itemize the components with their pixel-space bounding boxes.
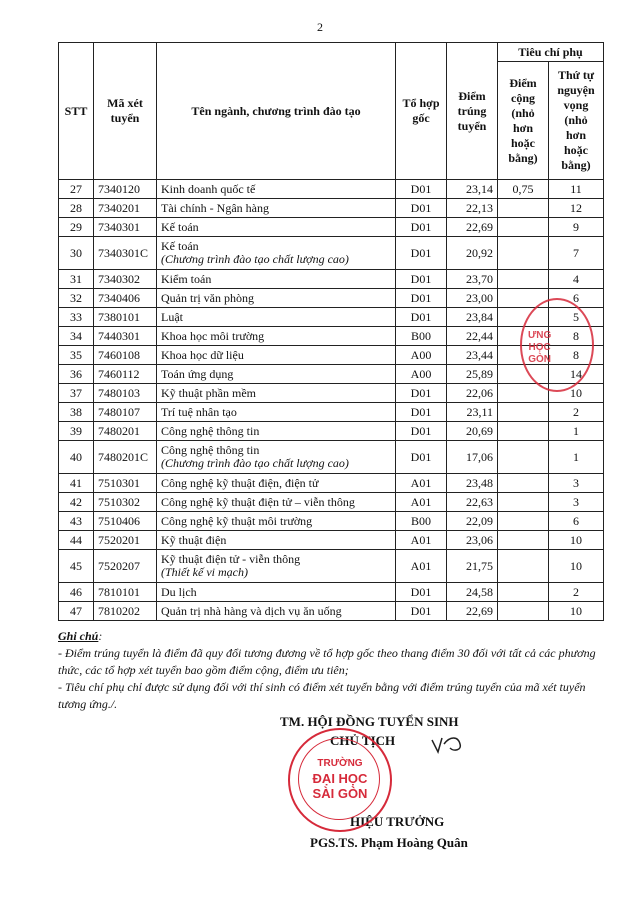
header-thu-tu-nguyen-vong: Thứ tự nguyện vọng (nhỏ hơn hoặc bằng) <box>549 62 604 180</box>
row-ten-nganh <box>157 550 396 583</box>
row-ten-nganh <box>157 531 396 550</box>
row-stt: 28 <box>59 199 94 218</box>
row-thu-tu: 4 <box>549 270 604 289</box>
row-diem: 23,70 <box>447 270 498 289</box>
row-ma-xet-tuyen: 7810101 <box>94 583 157 602</box>
table-row <box>59 493 604 512</box>
program-name: Công nghệ kỹ thuật môi trường <box>161 513 313 528</box>
row-to-hop: D01 <box>396 180 447 199</box>
row-ma-xet-tuyen: 7510406 <box>94 512 157 531</box>
row-thu-tu: 11 <box>549 180 604 199</box>
row-ten-nganh <box>157 441 396 474</box>
row-diem-cong <box>498 218 549 237</box>
program-name: Kế toán <box>161 219 199 234</box>
row-to-hop: D01 <box>396 199 447 218</box>
row-thu-tu: 6 <box>549 289 604 308</box>
program-name: Kế toán <box>161 239 199 253</box>
row-ma-xet-tuyen: 7510302 <box>94 493 157 512</box>
row-ma-xet-tuyen: 7480201C <box>94 441 157 474</box>
row-thu-tu: 1 <box>549 422 604 441</box>
row-to-hop: B00 <box>396 512 447 531</box>
row-stt: 44 <box>59 531 94 550</box>
row-ten-nganh <box>157 327 396 346</box>
row-diem-cong <box>498 474 549 493</box>
row-ten-nganh <box>157 474 396 493</box>
notes-section: Ghi chú: - Điểm trúng tuyển là điểm đã quy đổi tương đương về tổ hợp gốc theo thang điểm 30 đối với tất cả các phương thức, các tổ hợp xét tuyển bao gồm điểm cộng, điểm ưu tiên; - Tiêu chí phụ chỉ được sử dụng đối với thí sinh có điểm xét tuyển bằng với điểm trúng tuyển của mã xét tuyển tương ứng./. <box>58 628 604 713</box>
table-row <box>59 602 604 621</box>
program-name: Công nghệ kỹ thuật điện, điện tử <box>161 475 319 490</box>
note-line-1: - Điểm trúng tuyển là điểm đã quy đổi tương đương về tổ hợp gốc theo thang điểm 30 đối với tất cả các phương thức, các tổ hợp xét tuyển bao gồm điểm cộng, điểm ưu tiên; <box>58 646 596 677</box>
row-diem: 22,44 <box>447 327 498 346</box>
program-name: Công nghệ kỹ thuật điện tử – viễn thông <box>161 494 355 509</box>
row-diem: 22,06 <box>447 384 498 403</box>
row-to-hop: D01 <box>396 237 447 270</box>
council-title: TM. HỘI ĐỒNG TUYỂN SINH <box>280 714 459 729</box>
row-ma-xet-tuyen: 7810202 <box>94 602 157 621</box>
row-ten-nganh <box>157 237 396 270</box>
row-to-hop: A00 <box>396 346 447 365</box>
row-stt: 34 <box>59 327 94 346</box>
row-thu-tu: 3 <box>549 474 604 493</box>
row-diem-cong <box>498 441 549 474</box>
header-diem-cong: Điểm cộng (nhỏ hơn hoặc bằng) <box>498 62 549 180</box>
row-ten-nganh <box>157 583 396 602</box>
row-stt: 39 <box>59 422 94 441</box>
row-ten-nganh <box>157 289 396 308</box>
row-diem: 23,84 <box>447 308 498 327</box>
row-thu-tu: 9 <box>549 218 604 237</box>
row-diem: 23,48 <box>447 474 498 493</box>
row-diem-cong <box>498 583 549 602</box>
row-to-hop: D01 <box>396 602 447 621</box>
row-ten-nganh <box>157 384 396 403</box>
rector-title: HIỆU TRƯỞNG <box>350 814 445 829</box>
row-stt: 35 <box>59 346 94 365</box>
program-name: Quản trị nhà hàng và dịch vụ ăn uống <box>161 603 342 618</box>
row-diem: 21,75 <box>447 550 498 583</box>
row-ma-xet-tuyen: 7510301 <box>94 474 157 493</box>
row-thu-tu: 2 <box>549 583 604 602</box>
program-subtitle: (Chương trình đào tạo chất lượng cao) <box>161 456 349 470</box>
table-row <box>59 531 604 550</box>
row-ma-xet-tuyen: 7340301C <box>94 237 157 270</box>
row-stt: 33 <box>59 308 94 327</box>
row-diem: 23,14 <box>447 180 498 199</box>
row-diem-cong <box>498 270 549 289</box>
row-ten-nganh <box>157 199 396 218</box>
program-name: Toán ứng dụng <box>161 366 234 381</box>
row-to-hop: A00 <box>396 365 447 384</box>
row-to-hop: D01 <box>396 441 447 474</box>
row-ten-nganh <box>157 365 396 384</box>
seam-stamp: ƯNG HỌC GÒN <box>520 298 594 392</box>
row-ma-xet-tuyen: 7520201 <box>94 531 157 550</box>
row-diem-cong <box>498 512 549 531</box>
row-diem: 24,58 <box>447 583 498 602</box>
row-diem: 23,11 <box>447 403 498 422</box>
row-stt: 37 <box>59 384 94 403</box>
notes-title: Ghi chú <box>58 629 99 643</box>
table-row <box>59 289 604 308</box>
row-ma-xet-tuyen: 7340301 <box>94 218 157 237</box>
row-diem-cong <box>498 531 549 550</box>
table-body <box>59 180 604 621</box>
row-ten-nganh <box>157 493 396 512</box>
row-to-hop: D01 <box>396 384 447 403</box>
program-name: Kinh doanh quốc tế <box>161 181 256 196</box>
header-ma-xet-tuyen: Mã xét tuyển <box>94 43 157 180</box>
row-ten-nganh <box>157 218 396 237</box>
row-thu-tu: 7 <box>549 237 604 270</box>
row-thu-tu: 3 <box>549 493 604 512</box>
row-thu-tu: 6 <box>549 512 604 531</box>
row-diem: 20,69 <box>447 422 498 441</box>
row-ten-nganh <box>157 512 396 531</box>
table-row <box>59 237 604 270</box>
row-ma-xet-tuyen: 7340406 <box>94 289 157 308</box>
table-row <box>59 365 604 384</box>
row-stt: 42 <box>59 493 94 512</box>
row-ma-xet-tuyen: 7480103 <box>94 384 157 403</box>
header-ten-nganh: Tên ngành, chương trình đào tạo <box>157 43 396 180</box>
table-row <box>59 384 604 403</box>
row-diem: 22,13 <box>447 199 498 218</box>
row-to-hop: A01 <box>396 531 447 550</box>
row-ma-xet-tuyen: 7480107 <box>94 403 157 422</box>
row-to-hop: D01 <box>396 270 447 289</box>
row-to-hop: B00 <box>396 327 447 346</box>
row-stt: 41 <box>59 474 94 493</box>
table-row <box>59 270 604 289</box>
row-stt: 38 <box>59 403 94 422</box>
row-to-hop: A01 <box>396 493 447 512</box>
row-stt: 47 <box>59 602 94 621</box>
row-thu-tu: 5 <box>549 308 604 327</box>
header-diem-trung-tuyen: Điểm trúng tuyển <box>447 43 498 180</box>
row-ten-nganh <box>157 422 396 441</box>
row-to-hop: D01 <box>396 218 447 237</box>
row-diem: 22,63 <box>447 493 498 512</box>
row-stt: 36 <box>59 365 94 384</box>
table-row <box>59 512 604 531</box>
header-tieu-chi-phu: Tiêu chí phụ <box>498 43 604 62</box>
row-to-hop: D01 <box>396 403 447 422</box>
row-ma-xet-tuyen: 7340201 <box>94 199 157 218</box>
program-name: Khoa học dữ liệu <box>161 347 244 362</box>
program-name: Tài chính - Ngân hàng <box>161 200 269 215</box>
row-stt: 30 <box>59 237 94 270</box>
row-ten-nganh <box>157 403 396 422</box>
row-diem-cong <box>498 199 549 218</box>
row-thu-tu: 8 <box>549 346 604 365</box>
row-thu-tu: 1 <box>549 441 604 474</box>
table-row <box>59 441 604 474</box>
program-name: Khoa học môi trường <box>161 328 265 343</box>
row-stt: 43 <box>59 512 94 531</box>
row-ma-xet-tuyen: 7340120 <box>94 180 157 199</box>
table-row <box>59 308 604 327</box>
table-row <box>59 583 604 602</box>
row-stt: 45 <box>59 550 94 583</box>
row-diem-cong <box>498 237 549 270</box>
row-thu-tu: 10 <box>549 602 604 621</box>
header-stt: STT <box>59 43 94 180</box>
row-diem-cong <box>498 422 549 441</box>
program-name: Kỹ thuật phần mềm <box>161 385 256 400</box>
table-row <box>59 180 604 199</box>
row-ma-xet-tuyen: 7460112 <box>94 365 157 384</box>
row-thu-tu: 10 <box>549 384 604 403</box>
row-to-hop: D01 <box>396 289 447 308</box>
row-stt: 46 <box>59 583 94 602</box>
table-row <box>59 218 604 237</box>
row-diem: 23,44 <box>447 346 498 365</box>
row-diem-cong <box>498 403 549 422</box>
page-number: 2 <box>317 20 323 34</box>
program-name: Kỹ thuật điện tử - viễn thông <box>161 552 301 566</box>
program-name: Kỹ thuật điện <box>161 532 227 547</box>
row-diem: 22,69 <box>447 602 498 621</box>
table-row <box>59 403 604 422</box>
row-ten-nganh <box>157 346 396 365</box>
row-ma-xet-tuyen: 7380101 <box>94 308 157 327</box>
row-thu-tu: 2 <box>549 403 604 422</box>
row-to-hop: D01 <box>396 422 447 441</box>
program-name: Kiểm toán <box>161 271 212 286</box>
row-diem: 23,06 <box>447 531 498 550</box>
row-to-hop: D01 <box>396 308 447 327</box>
row-diem-cong: 0,75 <box>498 180 549 199</box>
signature-mark <box>428 732 468 756</box>
row-stt: 32 <box>59 289 94 308</box>
row-stt: 29 <box>59 218 94 237</box>
row-ma-xet-tuyen: 7340302 <box>94 270 157 289</box>
row-ma-xet-tuyen: 7440301 <box>94 327 157 346</box>
header-to-hop-goc: Tổ hợp gốc <box>396 43 447 180</box>
program-name: Trí tuệ nhân tạo <box>161 404 237 419</box>
chair-title: CHỦ TỊCH <box>330 733 396 748</box>
row-diem: 20,92 <box>447 237 498 270</box>
row-stt: 40 <box>59 441 94 474</box>
row-ma-xet-tuyen: 7460108 <box>94 346 157 365</box>
official-stamp: TRƯỜNG ĐẠI HỌC SÀI GÒN <box>288 728 392 832</box>
program-name: Công nghệ thông tin <box>161 423 260 438</box>
row-diem: 22,69 <box>447 218 498 237</box>
row-thu-tu: 10 <box>549 550 604 583</box>
row-ma-xet-tuyen: 7520207 <box>94 550 157 583</box>
row-diem-cong <box>498 493 549 512</box>
row-to-hop: A01 <box>396 474 447 493</box>
program-name: Công nghệ thông tin <box>161 443 260 457</box>
row-to-hop: D01 <box>396 583 447 602</box>
table-row <box>59 199 604 218</box>
row-ten-nganh <box>157 308 396 327</box>
row-diem-cong <box>498 550 549 583</box>
table-row <box>59 550 604 583</box>
row-ma-xet-tuyen: 7480201 <box>94 422 157 441</box>
row-diem: 22,09 <box>447 512 498 531</box>
program-name: Luật <box>161 309 183 324</box>
row-ten-nganh <box>157 270 396 289</box>
row-stt: 31 <box>59 270 94 289</box>
program-name: Du lịch <box>161 584 197 599</box>
program-subtitle: (Chương trình đào tạo chất lượng cao) <box>161 252 349 266</box>
row-diem-cong <box>498 602 549 621</box>
row-diem: 25,89 <box>447 365 498 384</box>
row-ten-nganh <box>157 602 396 621</box>
row-thu-tu: 12 <box>549 199 604 218</box>
row-thu-tu: 14 <box>549 365 604 384</box>
program-subtitle: (Thiết kế vi mạch) <box>161 565 248 579</box>
row-thu-tu: 10 <box>549 531 604 550</box>
signer-name: PGS.TS. Phạm Hoàng Quân <box>310 835 468 850</box>
row-ten-nganh <box>157 180 396 199</box>
note-line-2: - Tiêu chí phụ chỉ được sử dụng đối với thí sinh có điểm xét tuyển bằng với điểm trúng tuyển của mã xét tuyển tương ứng./. <box>58 680 586 711</box>
program-name: Quản trị văn phòng <box>161 290 254 305</box>
table-row <box>59 474 604 493</box>
row-diem: 17,06 <box>447 441 498 474</box>
row-stt: 27 <box>59 180 94 199</box>
row-diem: 23,00 <box>447 289 498 308</box>
row-thu-tu: 8 <box>549 327 604 346</box>
row-to-hop: A01 <box>396 550 447 583</box>
table-row <box>59 422 604 441</box>
